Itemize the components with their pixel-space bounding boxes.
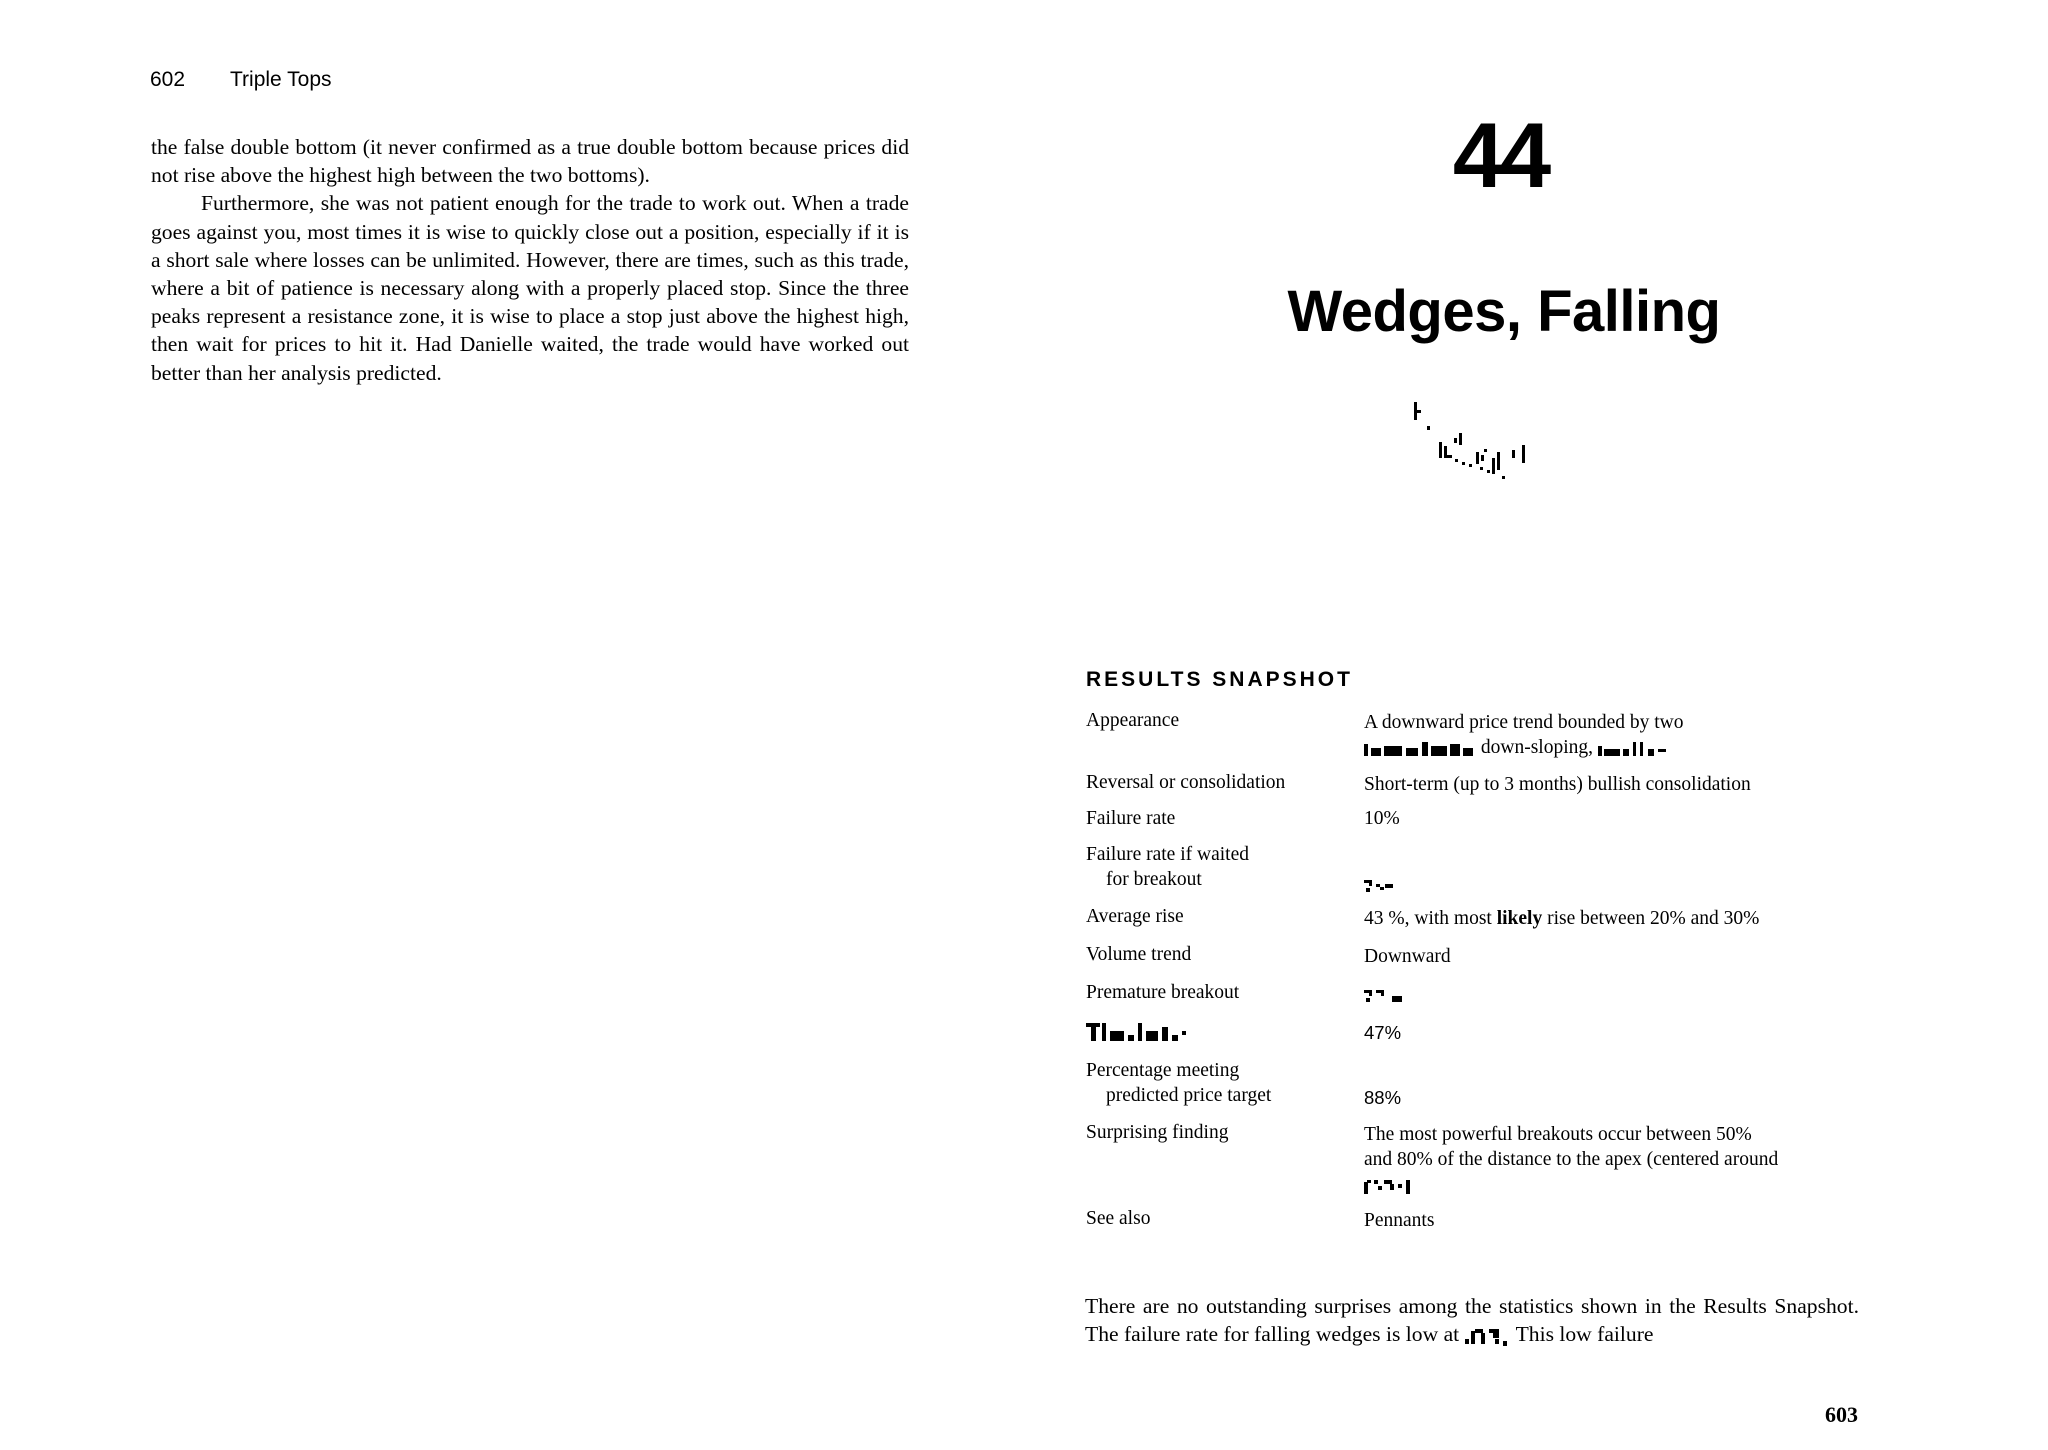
label-line: Failure rate if waited [1086, 844, 1249, 865]
paragraph-text: This low failure [1515, 1322, 1654, 1347]
illegible-label-glyph [1086, 1021, 1204, 1043]
snapshot-heading: RESULTS SNAPSHOT [1086, 668, 1353, 691]
left-body-text [151, 133, 909, 387]
row-label: Appearance [1086, 710, 1180, 731]
page-number: 603 [1825, 1402, 1858, 1427]
chapter-number: 44 [1452, 105, 1548, 207]
illegible-value-glyph [1364, 988, 1408, 1004]
row-value: 10% [1364, 808, 1400, 829]
row-label: Failure rate [1086, 808, 1176, 829]
illegible-value-glyph [1465, 1325, 1511, 1347]
value-line [1364, 735, 1864, 760]
row-value [1364, 710, 1864, 760]
row-value: 47% [1364, 1022, 1402, 1043]
row-value: Short-term (up to 3 months) bullish consolidation [1364, 774, 1751, 795]
value-text: rise between 20% and 30% [1547, 908, 1760, 929]
value-line: and 80% of the distance to the apex (centered around [1364, 1149, 1779, 1170]
row-value: Pennants [1364, 1210, 1435, 1231]
row-value [1364, 1122, 1864, 1197]
label-line: predicted price target [1106, 1085, 1272, 1106]
page-folio: 602 [150, 68, 186, 91]
right-body-text [1085, 1292, 1859, 1348]
row-label [1086, 1018, 1356, 1043]
paragraph [1085, 1292, 1859, 1348]
illegible-word-glyph [1598, 740, 1692, 758]
row-value [1364, 906, 1864, 931]
row-value: Downward [1364, 946, 1451, 967]
row-label [1086, 842, 1356, 892]
row-value [1364, 872, 1864, 897]
row-label: Average rise [1086, 906, 1184, 927]
falling-wedge-chart-icon [1384, 400, 1564, 500]
row-label [1086, 1058, 1356, 1108]
value-text: down-sloping, [1480, 737, 1593, 758]
paragraph: Furthermore, she was not patient enough for the trade to work out. When a trade goes against you, most times it is wise to quickly close out a position, especially if it is a short sale where losses can be unlimited. However, there are times, such as this trade, where a bit of patience is necessary along with a properly placed stop. Since the three peaks represent a resistance zone, it is wise to place a stop just above the highest high, then wait for prices to hit it. Had Danielle waited, the trade would have worked out better than her analysis predicted. [151, 191, 909, 385]
illegible-value-glyph [1364, 1176, 1418, 1196]
row-label: Premature breakout [1086, 982, 1240, 1003]
right-page [1024, 0, 2048, 1450]
value-line: The most powerful breakouts occur between 50% [1364, 1124, 1752, 1145]
running-head-title: Triple Tops [230, 68, 332, 91]
label-line: for breakout [1106, 869, 1202, 890]
row-label: Volume trend [1086, 944, 1192, 965]
value-line: A downward price trend bounded by two [1364, 712, 1684, 733]
row-value [1364, 982, 1864, 1007]
chapter-title: Wedges, Falling [1287, 279, 1721, 344]
paragraph-text: There are no outstanding surprises among the statistics shown in the Results Snapshot. The failure rate for falling wedges is low at [1085, 1294, 1859, 1347]
row-label: See also [1086, 1208, 1151, 1229]
value-emphasis: likely [1496, 908, 1543, 929]
running-head [150, 68, 332, 92]
label-line: Percentage meeting [1086, 1060, 1240, 1081]
row-label: Reversal or consolidation [1086, 772, 1286, 793]
value-line [1364, 1172, 1864, 1197]
value-text: 43 %, with most [1364, 908, 1492, 929]
row-value: 88% [1364, 1087, 1402, 1108]
illegible-value-glyph [1364, 878, 1398, 894]
illegible-word-glyph [1364, 740, 1476, 758]
row-label: Surprising finding [1086, 1122, 1229, 1143]
paragraph: the false double bottom (it never confirmed as a true double bottom because prices did not rise above the highest high between the two bottoms). [151, 135, 909, 188]
